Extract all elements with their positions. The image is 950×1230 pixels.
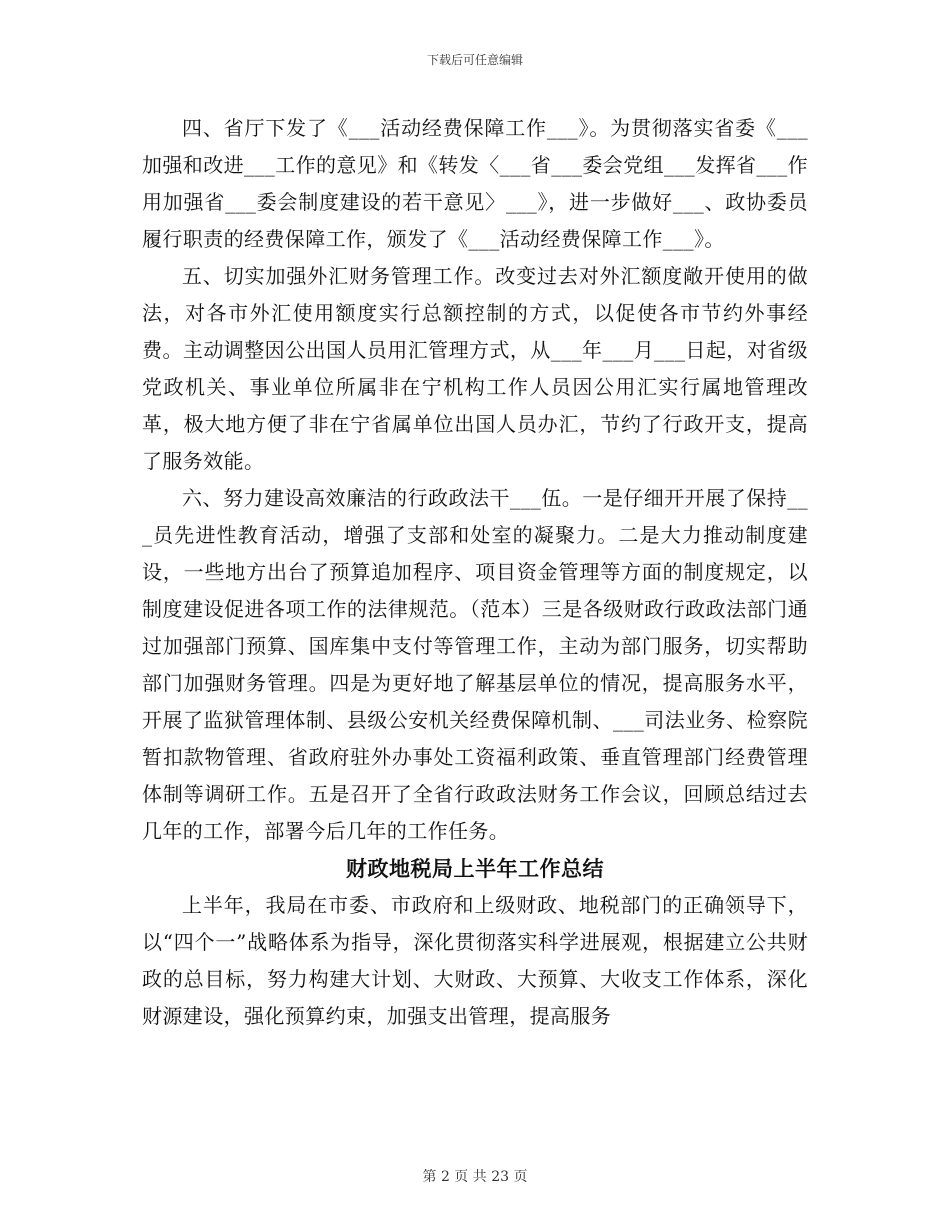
paragraph-6: 六、努力建设高效廉洁的行政政法干___伍。一是仔细开开展了保持___员先进性教育活动，增强了支部和处室的凝聚力。二是大力推动制度建设，一些地方出台了预算追加程序、项目资金管理等方面的制度规定，以制度建设促进各项工作的法律规范。（范本）三是各级财政行政政法部门通过加强部门预算、国库集中支付等管理工作，主动为部门服务，切实帮助部门加强财务管理。四是为更好地了解基层单位的情况，提高服务水平，开展了监狱管理体制、县级公安机关经费保障机制、___司法业务、检察院暂扣款物管理、省政府驻外办事处工资福利政策、垂直管理部门经费管理体制等调研工作。五是召开了全省行政政法财务工作会议，回顾总结过去几年的工作，部署今后几年的工作任务。 [142,486,808,843]
page-footer: 第 2 页 共 23 页 [422,1169,528,1185]
paragraph-4: 四、省厅下发了《___活动经费保障工作___》。为贯彻落实省委《___加强和改进___工作的意见》和《转发〈___省___委会党组___发挥省___作用加强省___委会制度建设的若干意见〉___》，进一步做好___、政协委员履行职责的经费保障工作，颁发了《___活动经费保障工作___》。 [142,116,808,251]
document-body [142,110,808,1035]
section-paragraph-1: 上半年，我局在市委、市政府和上级财政、地税部门的正确领导下，以“四个一”战略体系为指导，深化贯彻落实科学进展观，根据建立公共财政的总目标，努力构建大计划、大财政、大预算、大收支工作体系，深化财源建设，强化预算约束，加强支出管理，提高服务 [142,893,808,1028]
paragraph-5: 五、切实加强外汇财务管理工作。改变过去对外汇额度敞开使用的做法，对各市外汇使用额度实行总额控制的方式，以促使各市节约外事经费。主动调整因公出国人员用汇管理方式，从___年___月___日起，对省级党政机关、事业单位所属非在宁机构工作人员因公用汇实行属地管理改革，极大地方便了非在宁省属单位出国人员办汇，节约了行政开支，提高了服务效能。 [142,264,808,473]
page-header: 下载后可任意编辑 [426,53,523,67]
section-title: 财政地税局上半年工作总结 [346,856,604,881]
